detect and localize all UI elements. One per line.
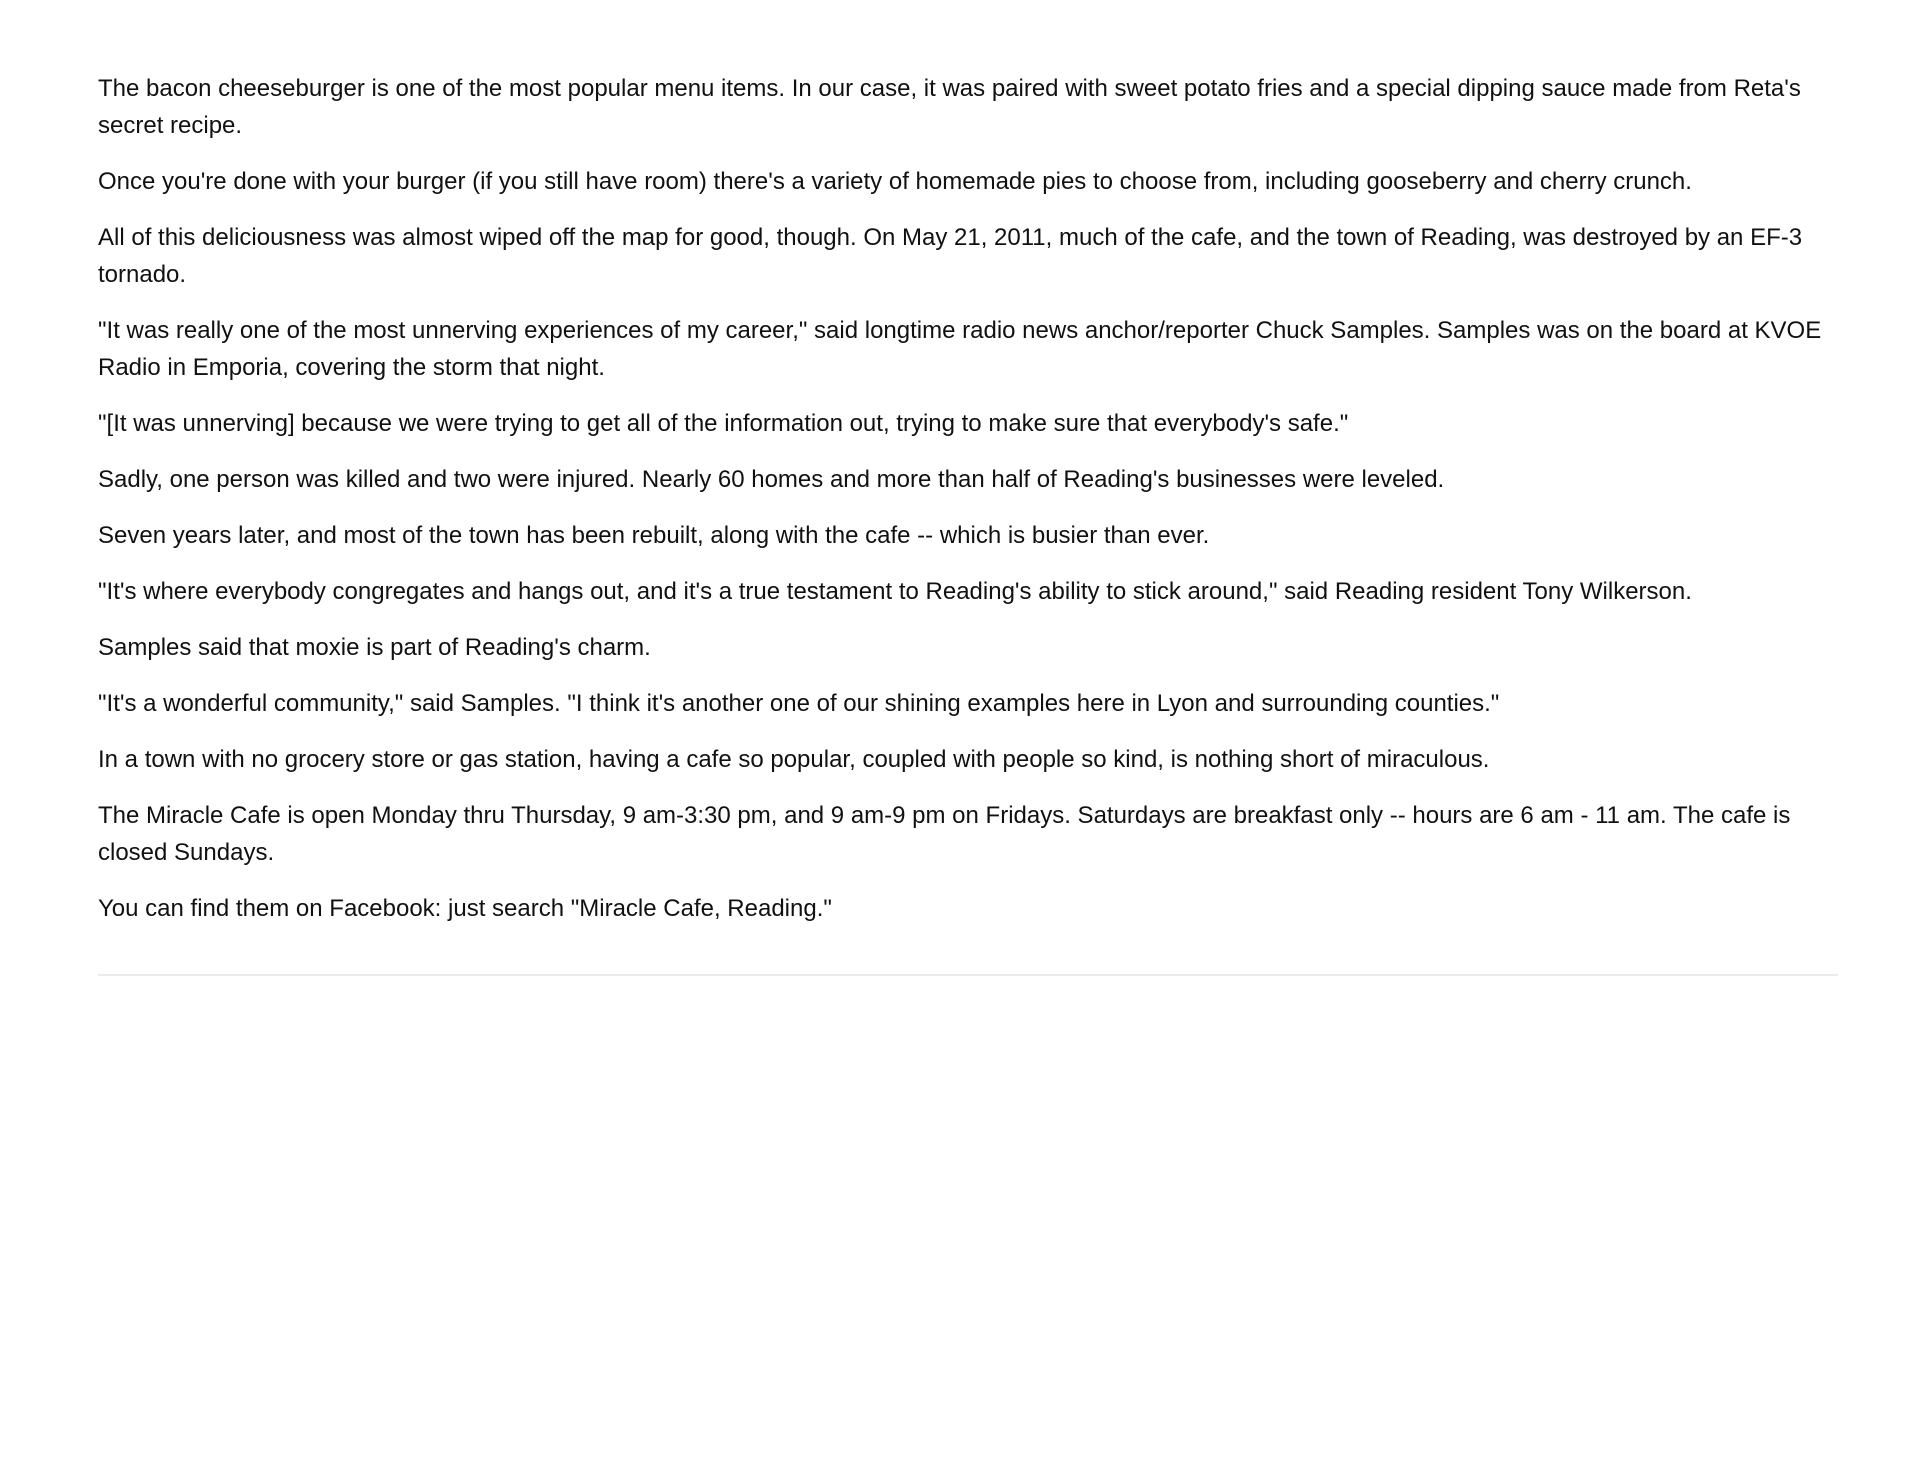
article-paragraph: "It's where everybody congregates and hangs out, and it's a true testament to Reading's ability to stick around," said Reading resident Tony Wilkerson. bbox=[98, 578, 1692, 605]
article-paragraph: All of this deliciousness was almost wiped off the map for good, though. On May 21, 2011, much of the cafe, and the town of Reading, was destroyed by an EF-3 tornado. bbox=[98, 224, 1803, 288]
article-paragraph: In a town with no grocery store or gas station, having a cafe so popular, coupled with people so kind, is nothing short of miraculous. bbox=[98, 746, 1490, 773]
article-paragraph: Samples said that moxie is part of Reading's charm. bbox=[98, 634, 651, 661]
article-paragraph: "[It was unnerving] because we were trying to get all of the information out, trying to make sure that everybody's safe." bbox=[98, 410, 1349, 437]
article-paragraph: "It was really one of the most unnerving experiences of my career," said longtime radio news anchor/reporter Chuck Samples. Samples was on the board at KVOE Radio in Emporia, covering the storm that night. bbox=[98, 317, 1822, 381]
article-paragraph: The bacon cheeseburger is one of the most popular menu items. In our case, it was paired with sweet potato fries and a special dipping sauce made from Reta's secret recipe. bbox=[98, 75, 1801, 139]
article-paragraph: "It's a wonderful community," said Samples. "I think it's another one of our shining examples here in Lyon and surrounding counties." bbox=[98, 690, 1500, 717]
article-paragraph: The Miracle Cafe is open Monday thru Thursday, 9 am-3:30 pm, and 9 am-9 pm on Fridays. Saturdays are breakfast only -- hours are 6 am - 11 am. The cafe is closed Sundays. bbox=[98, 802, 1791, 866]
article-paragraph: Seven years later, and most of the town has been rebuilt, along with the cafe -- which is busier than ever. bbox=[98, 522, 1210, 549]
article-paragraph: Once you're done with your burger (if you still have room) there's a variety of homemade pies to choose from, including gooseberry and cherry crunch. bbox=[98, 168, 1692, 195]
article-paragraph: Sadly, one person was killed and two were injured. Nearly 60 homes and more than half of Reading's businesses were leveled. bbox=[98, 466, 1445, 493]
section-divider bbox=[98, 974, 1838, 976]
article-paragraph: You can find them on Facebook: just search "Miracle Cafe, Reading." bbox=[98, 895, 832, 922]
article-body bbox=[98, 70, 1838, 946]
